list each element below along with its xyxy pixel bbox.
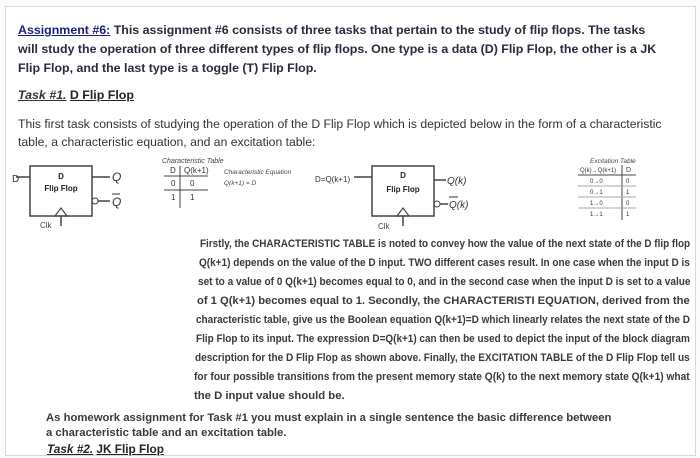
char-table-cell: 1 (171, 193, 176, 202)
left-block-name: Flip Flop (44, 184, 78, 193)
char-eq-expression: Q(k+1) = D (224, 180, 257, 187)
body-line: set to a value of 0 Q(k+1) becomes equal to 0, and in the second case when the input D is set to a value (198, 276, 691, 288)
char-table-title: Characteristic Table (162, 158, 224, 165)
body-line: Firstly, the CHARACTERISTIC TABLE is noted to convey how the value of the next state of the D flip flop (200, 238, 691, 250)
char-table-cell: 1 (190, 193, 195, 202)
char-table-header-d: D (170, 166, 176, 175)
task1-name: D Flip Flop (69, 88, 134, 102)
char-table-header-q: Q(k+1) (184, 166, 209, 175)
right-block-top-letter: D (400, 171, 406, 180)
body-line: for four possible transitions from the present memory state Q(k) to the next memory state Q(k+1) what (194, 371, 690, 383)
right-q-output: Q(k) (447, 176, 467, 187)
right-clk-label: Clk (378, 222, 390, 231)
assignment-label: Assignment #6: (18, 23, 111, 37)
left-clk-label: Clk (40, 221, 52, 230)
body-line: the D input value should be. (194, 390, 345, 402)
right-block-name: Flip Flop (386, 185, 420, 194)
homework-line: a characteristic table and an excitation table. (46, 427, 287, 439)
exc-table-header-transition: Q(k)→Q(k+1) (580, 168, 617, 174)
left-d-input-label: D (12, 174, 20, 185)
exc-table-header-d: D (626, 167, 632, 174)
char-table-cell: 0 (171, 179, 176, 188)
exc-table-cell: 0 (626, 201, 630, 207)
task2-heading (47, 442, 164, 456)
left-qbar-output: Q (112, 195, 122, 209)
right-qbar-output: Q(k) (449, 200, 469, 211)
left-q-output: Q (112, 170, 122, 184)
body-line: description for the D Flip Flop as shown above. Finally, the EXCITATION TABLE of the D Flip Flop tell us (195, 352, 690, 364)
exc-table-cell: 1→0 (590, 201, 603, 207)
char-eq-title: Characteristic Equation (224, 169, 292, 176)
task2-name: JK Flip Flop (96, 442, 164, 456)
exc-table-title: Excitation Table (590, 158, 636, 165)
char-table-cell: 0 (190, 179, 195, 188)
exc-table-cell: 1→1 (590, 212, 603, 218)
body-line: Q(k+1) depends on the value of the D input. TWO different cases result. In one case when the input D is (199, 257, 690, 269)
body-line: Flip Flop to its input. The expression D=Q(k+1) can then be used to depict the input of the block diagram (196, 333, 690, 345)
exc-table-cell: 1 (626, 212, 630, 218)
body-line: of 1 Q(k+1) becomes equal to 1. Secondly, the CHARACTERISTI EQUATION, derived from the (197, 295, 690, 307)
task2-label: Task #2. (47, 442, 94, 456)
assignment-intro-text: This assignment #6 consists of three tasks that pertain to the study of flip flops. The tasks will study the operation of three different types of flip flops. One type is a data (D) Flip Flop, the other is a JK Flip Flop, and the last type is a toggle (T) Flip Flop. (18, 23, 657, 75)
body-line: characteristic table, give us the Boolean equation Q(k+1)=D which linearly relates the next state of the D (196, 314, 690, 326)
task1-label: Task #1. (18, 88, 67, 102)
exc-table-cell: 0→1 (590, 190, 603, 196)
exc-table-cell: 1 (626, 190, 630, 196)
task1-description: This first task consists of studying the operation of the D Flip Flop which is depicted below in the form of a characteristic table, a characteristic equation, and an excitation table: (18, 117, 662, 149)
left-block-top-letter: D (58, 172, 64, 181)
exc-table-cell: 0 (626, 179, 630, 185)
exc-table-cell: 0→0 (590, 179, 603, 185)
homework-line: As homework assignment for Task #1 you must explain in a single sentence the basic difference between (46, 412, 612, 424)
right-d-input-label: D=Q(k+1) (315, 175, 351, 184)
